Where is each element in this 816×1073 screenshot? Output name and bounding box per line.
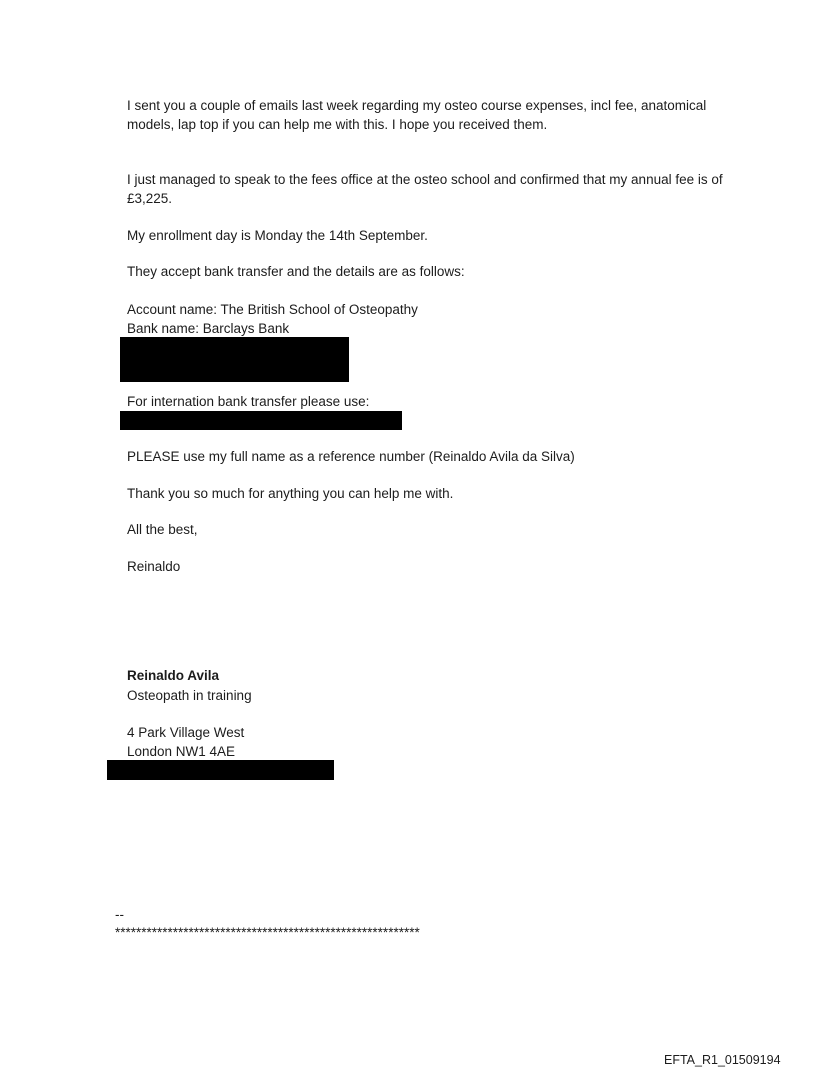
account-name-line: Account name: The British School of Osteopathy (127, 302, 418, 317)
thanks-line: Thank you so much for anything you can help me with. (127, 486, 454, 501)
paragraph-enrollment: My enrollment day is Monday the 14th September. (127, 228, 428, 243)
bank-name-line: Bank name: Barclays Bank (127, 321, 290, 336)
document-id: EFTA_R1_01509194 (664, 1053, 781, 1067)
international-transfer-line: For internation bank transfer please use: (127, 394, 370, 409)
reference-line: PLEASE use my full name as a reference number (Reinaldo Avila da Silva) (127, 449, 575, 464)
paragraph-fee: I just managed to speak to the fees office at the osteo school and confirmed that my annual fee is of £3,225. (127, 172, 727, 206)
signature-title: Osteopath in training (127, 688, 252, 703)
signature-address-line1: 4 Park Village West (127, 725, 245, 740)
redaction-bar-iban (120, 411, 402, 430)
closing-name: Reinaldo (127, 559, 181, 574)
paragraph-intro: I sent you a couple of emails last week regarding my osteo course expenses, incl fee, anatomical models, lap top if you can help me with this. I hope you received them. (127, 98, 711, 132)
redaction-bar-bank-details (120, 337, 349, 382)
paragraph-transfer-details: They accept bank transfer and the details are as follows: (127, 264, 465, 279)
signature-separator-dashes: -- (115, 907, 124, 922)
closing-line: All the best, (127, 522, 198, 537)
signature-separator-asterisks: ********************************************************** (115, 925, 420, 940)
redaction-bar-contact (107, 760, 334, 780)
signature-address-line2: London NW1 4AE (127, 744, 236, 759)
signature-name: Reinaldo Avila (127, 668, 220, 683)
